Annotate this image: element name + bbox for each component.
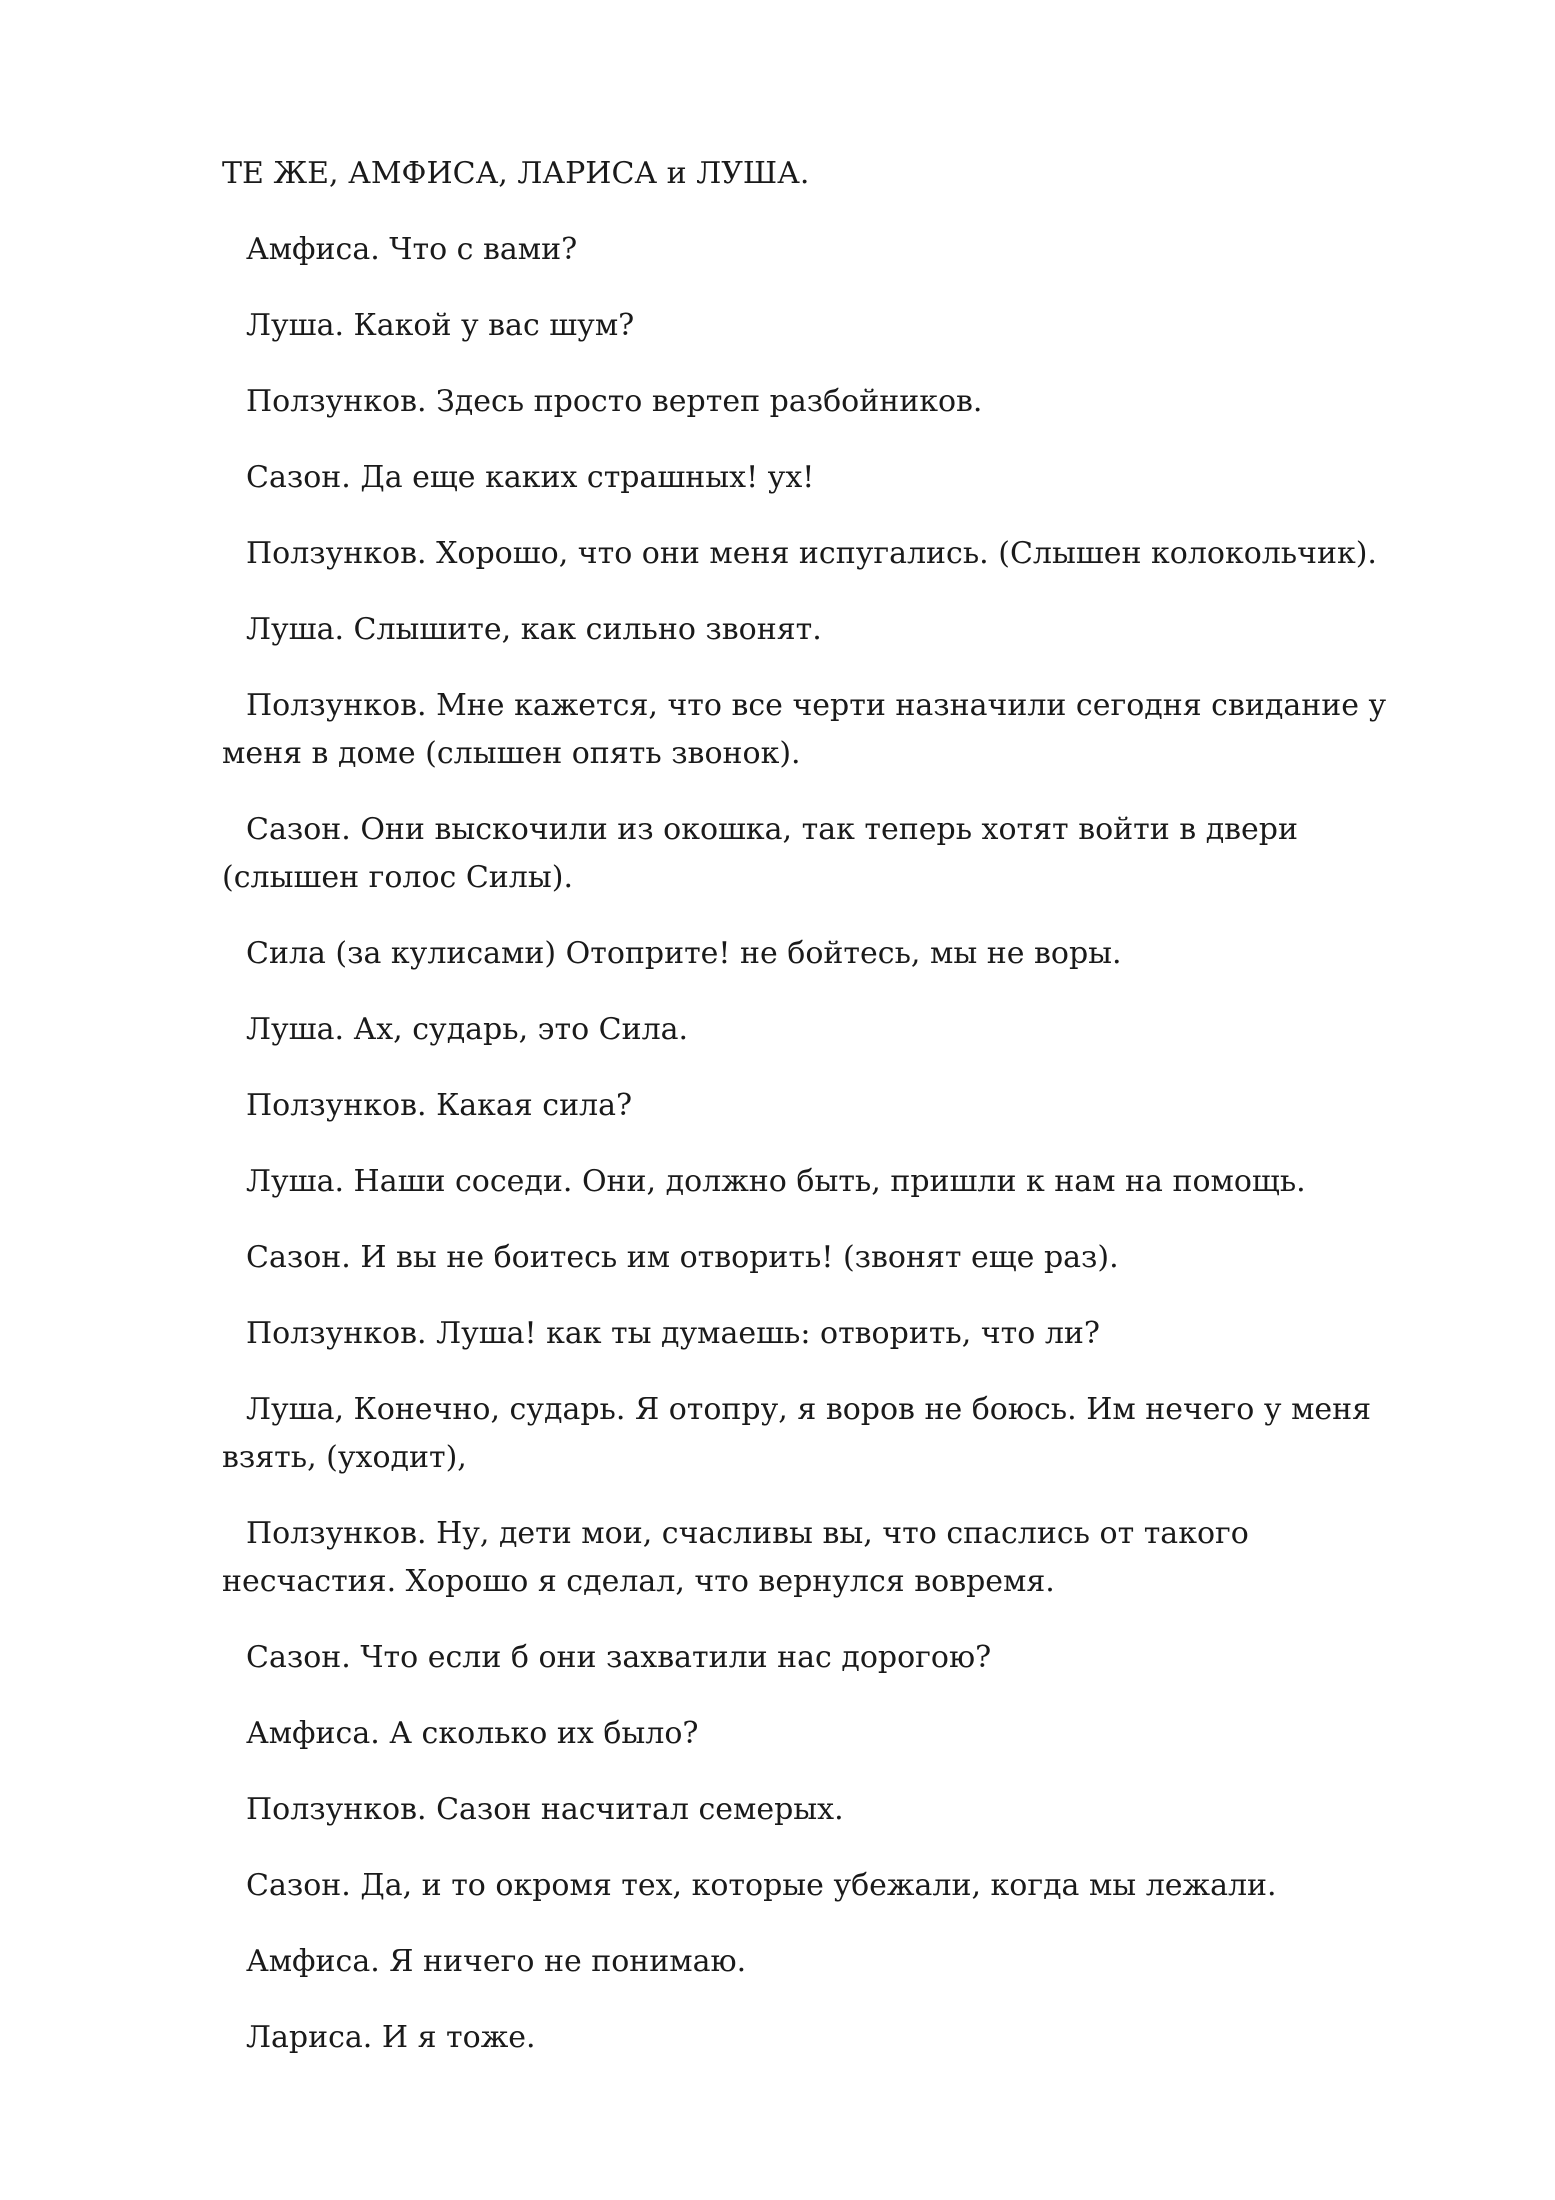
dialogue-line: Амфиса. Я ничего не понимаю. <box>246 1944 747 1979</box>
dialogue-line: Ползунков. Здесь просто вертеп разбойников. <box>246 384 983 419</box>
scene-heading: ТЕ ЖЕ, АМФИСА, ЛАРИСА и ЛУША. <box>222 156 810 191</box>
dialogue-line: Лариса. И я тоже. <box>246 2020 536 2055</box>
dialogue-line: Сазон. Да, и то окромя тех, которые убежали, когда мы лежали. <box>246 1868 1277 1903</box>
dialogue-line: Сазон. Они выскочили из окошка, так теперь хотят войти в двери (слышен голос Силы). <box>222 812 1299 895</box>
dialogue-line: Луша. Слышите, как сильно звонят. <box>246 612 822 647</box>
dialogue-line: Амфиса. Что с вами? <box>246 232 578 267</box>
dialogue-line: Амфиса. А сколько их было? <box>246 1716 699 1751</box>
dialogue-line: Сила (за кулисами) Отоприте! не бойтесь, мы не воры. <box>246 936 1122 971</box>
dialogue-line: Ползунков. Хорошо, что они меня испугались. (Слышен колокольчик). <box>246 536 1377 571</box>
dialogue-line: Луша. Наши соседи. Они, должно быть, пришли к нам на помощь. <box>246 1164 1306 1199</box>
dialogue-line: Ползунков. Ну, дети мои, счасливы вы, что спаслись от такого несчастия. Хорошо я сделал, что вернулся вовремя. <box>222 1516 1249 1599</box>
dialogue-line: Луша, Конечно, сударь. Я отопру, я воров не боюсь. Им нечего у меня взять, (уходит), <box>222 1392 1372 1475</box>
dialogue-line: Ползунков. Сазон насчитал семерых. <box>246 1792 844 1827</box>
dialogue-line: Ползунков. Мне кажется, что все черти назначили сегодня свидание у меня в доме (слышен опять звонок). <box>222 688 1387 771</box>
dialogue-line: Сазон. Что если б они захватили нас дорогою? <box>246 1640 992 1675</box>
play-text-page <box>222 150 1432 2090</box>
dialogue-line: Сазон. И вы не боитесь им отворить! (звонят еще раз). <box>246 1240 1119 1275</box>
dialogue-line: Ползунков. Луша! как ты думаешь: отворить, что ли? <box>246 1316 1100 1351</box>
dialogue-line: Сазон. Да еще каких страшных! ух! <box>246 460 815 495</box>
dialogue-line: Луша. Ах, сударь, это Сила. <box>246 1012 689 1047</box>
dialogue-line: Ползунков. Какая сила? <box>246 1088 633 1123</box>
dialogue-line: Луша. Какой у вас шум? <box>246 308 635 343</box>
